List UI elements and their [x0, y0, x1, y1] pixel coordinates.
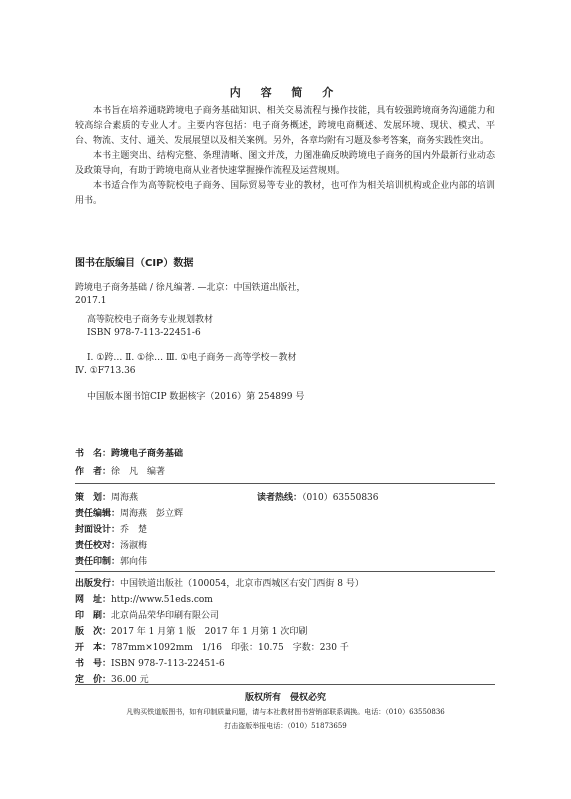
- cip-line-data-number: 中国版本图书馆CIP 数据核字（2016）第 254899 号: [87, 392, 305, 402]
- publisher-row: [75, 576, 364, 589]
- book-number-label: 书 号：: [75, 659, 112, 669]
- hotline-label: 读者热线：: [257, 493, 303, 503]
- book-title-value: 跨境电子商务基础: [111, 449, 184, 459]
- cip-line-class-code: Ⅳ. ①F713.36: [75, 366, 136, 376]
- book-title-row: [75, 446, 183, 459]
- hotline-value: （010）63550836: [302, 493, 379, 503]
- price-label: 定 价：: [75, 675, 112, 685]
- cip-line-title: 跨境电子商务基础 / 徐凡编著. —北京：中国铁道出版社，: [75, 283, 306, 293]
- hotline-row: [257, 490, 379, 503]
- publisher-label: 出版发行：: [75, 579, 121, 589]
- book-number-row: [75, 656, 225, 669]
- intro-text: [75, 104, 495, 209]
- format-value: 787mm×1092mm 1/16 印张：10.75 字数：230 千: [111, 643, 349, 653]
- cip-heading: 图书在版编目（CIP）数据: [75, 258, 194, 269]
- edition-label: 版 次：: [75, 627, 112, 637]
- planner-row: [75, 490, 138, 503]
- intro-paragraph-1: 本书旨在培养通晓跨境电子商务基础知识、相关交易流程与操作技能，具有较强跨境商务沟通能力和较高综合素质的专业人才。主要内容包括：电子商务概述，跨境电商概述、发展环境、现状、模式、平台、物流、支付、通关、发展展望以及相关案例。另外，各章均附有习题及参考答案，商务实践性突出。: [75, 106, 495, 146]
- author-label: 作 者：: [75, 467, 112, 477]
- planner-value: 周海燕: [111, 493, 139, 503]
- quality-notice: 凡购买铁道版图书，如有印制质量问题，请与本社教材图书营销部联系调换。电话：（010）63550836: [126, 708, 445, 716]
- website-label: 网 址：: [75, 595, 112, 605]
- cip-line-classification: Ⅰ. ①跨… Ⅱ. ①徐… Ⅲ. ①电子商务－高等学校－教材: [87, 353, 297, 363]
- author-row: [75, 464, 165, 477]
- publisher-value: 中国铁道出版社（100054，北京市西城区右安门西街 8 号）: [120, 579, 364, 589]
- website-value: http://www.51eds.com: [111, 595, 213, 605]
- edition-value: 2017 年 1 月第 1 版 2017 年 1 月第 1 次印刷: [111, 627, 308, 637]
- print-manager-value: 郭向伟: [120, 557, 148, 567]
- copyright-notice: 版权所有 侵权必究: [244, 693, 326, 703]
- proofread-row: [75, 538, 147, 551]
- book-number-value: ISBN 978-7-113-22451-6: [111, 659, 225, 669]
- website-row: [75, 592, 213, 605]
- cover-design-label: 封面设计：: [75, 525, 121, 535]
- planner-label: 策 划：: [75, 493, 112, 503]
- book-title-label: 书 名：: [75, 449, 112, 459]
- divider-1: [75, 483, 495, 484]
- format-label: 开 本：: [75, 643, 112, 653]
- intro-paragraph-2: 本书主题突出、结构完整、条理清晰、图文并茂，力图准确反映跨境电子商务的国内外最新行业动态及政策导向，有助于跨境电商从业者快速掌握操作流程及运营规则。: [75, 151, 495, 176]
- print-manager-label: 责任印制：: [75, 557, 121, 567]
- editor-value: 周海燕 彭立辉: [120, 509, 184, 519]
- cip-line-year: 2017.1: [75, 296, 107, 306]
- printer-value: 北京尚品荣华印刷有限公司: [111, 611, 220, 621]
- cip-line-series: 高等院校电子商务专业规划教材: [87, 315, 214, 325]
- divider-3: [75, 684, 495, 685]
- printer-label: 印 刷：: [75, 611, 112, 621]
- author-value: 徐 凡 编著: [111, 467, 166, 477]
- divider-2: [75, 571, 495, 572]
- cover-design-row: [75, 522, 147, 535]
- cover-design-value: 乔 楚: [120, 525, 148, 535]
- print-manager-row: [75, 554, 147, 567]
- editor-label: 责任编辑：: [75, 509, 121, 519]
- editor-row: [75, 506, 183, 519]
- piracy-report-phone: 打击盗版举报电话：（010）51873659: [224, 722, 347, 730]
- format-row: [75, 640, 349, 653]
- intro-title: 内 容 简 介: [229, 86, 342, 99]
- cip-line-isbn: ISBN 978-7-113-22451-6: [87, 328, 201, 338]
- proofread-label: 责任校对：: [75, 541, 121, 551]
- intro-paragraph-3: 本书适合作为高等院校电子商务、国际贸易等专业的教材，也可作为相关培训机构或企业内部的培训用书。: [75, 181, 495, 206]
- edition-row: [75, 624, 307, 637]
- printer-row: [75, 608, 219, 621]
- price-value: 36.00 元: [111, 675, 149, 685]
- proofread-value: 汤淑梅: [120, 541, 148, 551]
